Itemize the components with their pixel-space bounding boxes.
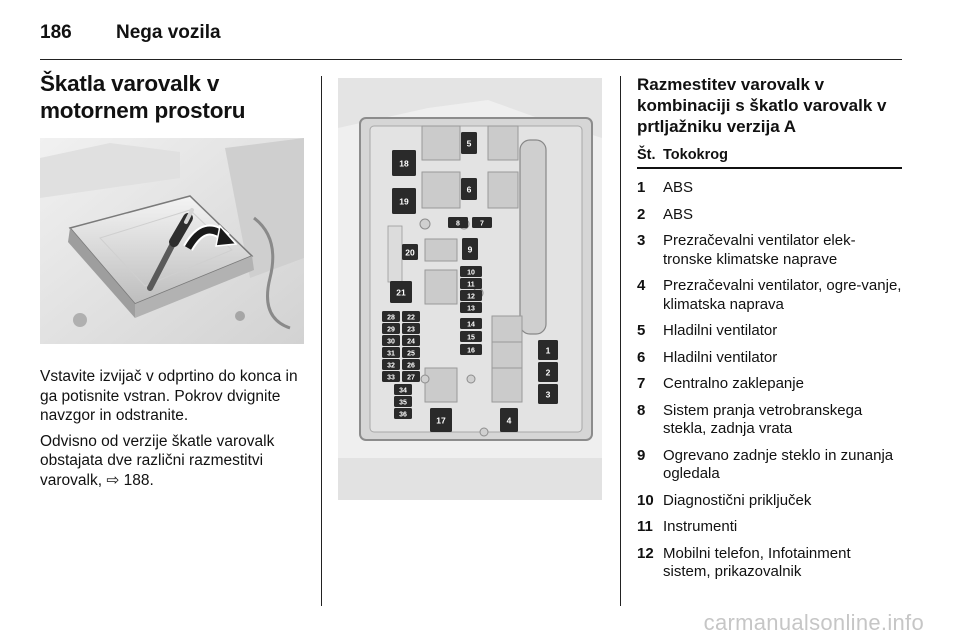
- fuse-tag-14: [460, 318, 482, 329]
- page-reference[interactable]: 188.: [123, 471, 154, 489]
- fuse-circuit: Instrumenti: [663, 518, 738, 535]
- fuse-tag-1: [538, 340, 558, 360]
- right-column: [637, 74, 902, 590]
- table-row: [637, 402, 902, 439]
- column-divider-left: [321, 76, 322, 606]
- svg-text:17: 17: [436, 415, 446, 426]
- fuse-number: 12: [637, 544, 654, 562]
- fuse-tag-27: [402, 371, 420, 382]
- fuse-tag-36: [394, 408, 412, 419]
- fuse-tag-35: [394, 396, 412, 407]
- fuse-number: 11: [637, 518, 653, 535]
- variants-text: Odvisno od verzije škatle varovalk obstajata dve različni razmestitvi varovalk,: [40, 432, 275, 489]
- fuse-tag-18: [392, 150, 416, 176]
- fuse-number: 3: [637, 232, 646, 249]
- table-row: [637, 206, 902, 225]
- fuse-tag-11: [460, 278, 482, 289]
- svg-text:21: 21: [396, 287, 406, 298]
- table-row: [637, 322, 902, 341]
- svg-text:31: 31: [387, 350, 395, 358]
- fuse-circuit: Diagnostični priključek: [663, 491, 812, 509]
- svg-text:3: 3: [545, 389, 551, 400]
- svg-text:14: 14: [467, 321, 475, 329]
- svg-text:32: 32: [387, 362, 395, 370]
- svg-text:27: 27: [407, 374, 415, 382]
- svg-text:35: 35: [399, 399, 407, 407]
- fuse-tag-2: [538, 362, 558, 382]
- fuse-tag-28: [382, 311, 400, 322]
- svg-text:10: 10: [467, 269, 475, 277]
- fuse-tag-9: [462, 238, 478, 260]
- fuse-tag-32: [382, 359, 400, 370]
- svg-text:22: 22: [407, 314, 415, 322]
- table-title-line-1: Razmestitev varovalk v: [637, 75, 825, 94]
- svg-text:9: 9: [467, 244, 473, 255]
- svg-text:34: 34: [399, 387, 407, 395]
- table-row: [637, 349, 902, 368]
- fuse-number: 4: [637, 277, 646, 294]
- fuse-tag-21: [390, 281, 412, 303]
- fuse-tag-25: [402, 347, 420, 358]
- fuse-box-cover-photo: [40, 138, 304, 344]
- section-title-line-1: Škatla varovalk v: [40, 71, 220, 96]
- svg-text:4: 4: [506, 415, 512, 426]
- svg-text:6: 6: [466, 184, 472, 195]
- fuse-tag-31: [382, 347, 400, 358]
- svg-text:19: 19: [399, 196, 409, 207]
- instruction-paragraph: Vstavite izvijač v odprtino do konca in ga potisnite vstran. Pokrov dvignite navzgor in odstranite.: [40, 368, 298, 424]
- fuse-number: 10: [637, 491, 654, 509]
- fuse-circuit: Ogrevano zadnje steklo in zunanja ogledala: [663, 446, 894, 482]
- table-row: [637, 447, 902, 484]
- table-row: [637, 179, 902, 198]
- page-header: [40, 18, 221, 48]
- page-reference-arrow-icon: ⇨: [106, 471, 120, 489]
- fuse-tag-22: [402, 311, 420, 322]
- variants-paragraph: [40, 432, 308, 491]
- svg-text:26: 26: [407, 362, 415, 370]
- fuse-circuit: Centralno zaklepanje: [663, 375, 804, 392]
- fuse-number: 7: [637, 375, 646, 392]
- fuse-circuit: Hladilni ventilator: [663, 322, 778, 339]
- table-row: [637, 277, 902, 314]
- svg-text:1: 1: [545, 345, 551, 356]
- svg-text:25: 25: [407, 350, 415, 358]
- svg-text:15: 15: [467, 334, 475, 342]
- svg-text:5: 5: [466, 138, 472, 149]
- svg-text:33: 33: [387, 374, 395, 382]
- fuse-tag-5: [461, 132, 477, 154]
- fuse-tag-6: [461, 178, 477, 200]
- svg-text:20: 20: [405, 247, 415, 258]
- fuse-number: 5: [637, 322, 646, 339]
- fuse-box-diagram: [338, 78, 602, 500]
- fuse-tag-16: [460, 344, 482, 355]
- fuse-tag-12: [460, 290, 482, 301]
- page-number: 186: [40, 22, 72, 43]
- fuse-tag-23: [402, 323, 420, 334]
- fuse-tag-33: [382, 371, 400, 382]
- svg-text:36: 36: [399, 411, 407, 419]
- table-row: [637, 375, 902, 394]
- chapter-title: Nega vozila: [116, 22, 221, 43]
- svg-text:30: 30: [387, 338, 395, 346]
- table-row: [637, 545, 902, 582]
- fuse-circuit: Prezračevalni ventilator elek-tronske klimatske naprave: [663, 232, 856, 268]
- fuse-tag-34: [394, 384, 412, 395]
- table-title-line-3: prtljažniku verzija A: [637, 117, 797, 136]
- fuse-circuit: ABS: [663, 205, 694, 223]
- fuse-circuit: Prezračevalni ventilator, ogre-vanje, klimatska naprava: [663, 277, 902, 313]
- table-row: [637, 492, 902, 511]
- svg-text:2: 2: [545, 367, 551, 378]
- fuse-tag-10: [460, 266, 482, 277]
- svg-text:8: 8: [456, 220, 460, 228]
- fuse-circuit: Hladilni ventilator: [663, 348, 778, 366]
- fuse-number: 2: [637, 205, 646, 223]
- fuse-tag-30: [382, 335, 400, 346]
- fuse-number: 6: [637, 348, 646, 366]
- watermark: carmanualsonline.info: [703, 610, 924, 635]
- fuse-tag-3: [538, 384, 558, 404]
- fuse-tag-19: [392, 188, 416, 214]
- fuse-tag-7: [472, 217, 492, 228]
- svg-text:18: 18: [399, 158, 409, 169]
- svg-text:24: 24: [407, 338, 415, 346]
- column-header-circuit: Tokokrog: [663, 147, 728, 163]
- header-rule: [40, 59, 902, 60]
- table-row: [637, 232, 902, 269]
- svg-text:13: 13: [467, 305, 475, 313]
- table-row: [637, 518, 902, 537]
- fuse-tag-13: [460, 302, 482, 313]
- svg-text:28: 28: [387, 314, 395, 322]
- table-section-title: [637, 74, 902, 137]
- section-title: [40, 70, 308, 124]
- fuse-tag-4: [500, 408, 518, 432]
- fuse-table-body: [637, 179, 902, 582]
- table-header: [637, 147, 902, 169]
- fuse-tag-17: [430, 408, 452, 432]
- svg-text:12: 12: [467, 293, 475, 301]
- fuse-number: 1: [637, 179, 646, 196]
- fuse-tag-29: [382, 323, 400, 334]
- table-title-line-2: kombinaciji s škatlo varovalk v: [637, 96, 887, 115]
- fuse-tag-26: [402, 359, 420, 370]
- svg-text:11: 11: [467, 281, 475, 289]
- fuse-circuit: Mobilni telefon, Infotainment sistem, prikazovalnik: [663, 544, 851, 580]
- svg-text:23: 23: [407, 326, 415, 334]
- fuse-number: 9: [637, 446, 646, 464]
- fuse-circuit: ABS: [663, 179, 694, 196]
- column-divider-right: [620, 76, 621, 606]
- fuse-number: 8: [637, 401, 646, 419]
- section-title-line-2: motornem prostoru: [40, 98, 246, 123]
- fuse-tag-8: [448, 217, 468, 228]
- svg-text:16: 16: [467, 347, 475, 355]
- svg-text:29: 29: [387, 326, 395, 334]
- fuse-tag-15: [460, 331, 482, 342]
- column-header-number: Št.: [637, 147, 656, 163]
- left-column: [40, 70, 308, 490]
- fuse-tag-20: [402, 244, 418, 260]
- fuse-circuit: Sistem pranja vetrobranskega stekla, zadnja vrata: [663, 401, 863, 437]
- svg-text:7: 7: [480, 220, 484, 228]
- fuse-tag-24: [402, 335, 420, 346]
